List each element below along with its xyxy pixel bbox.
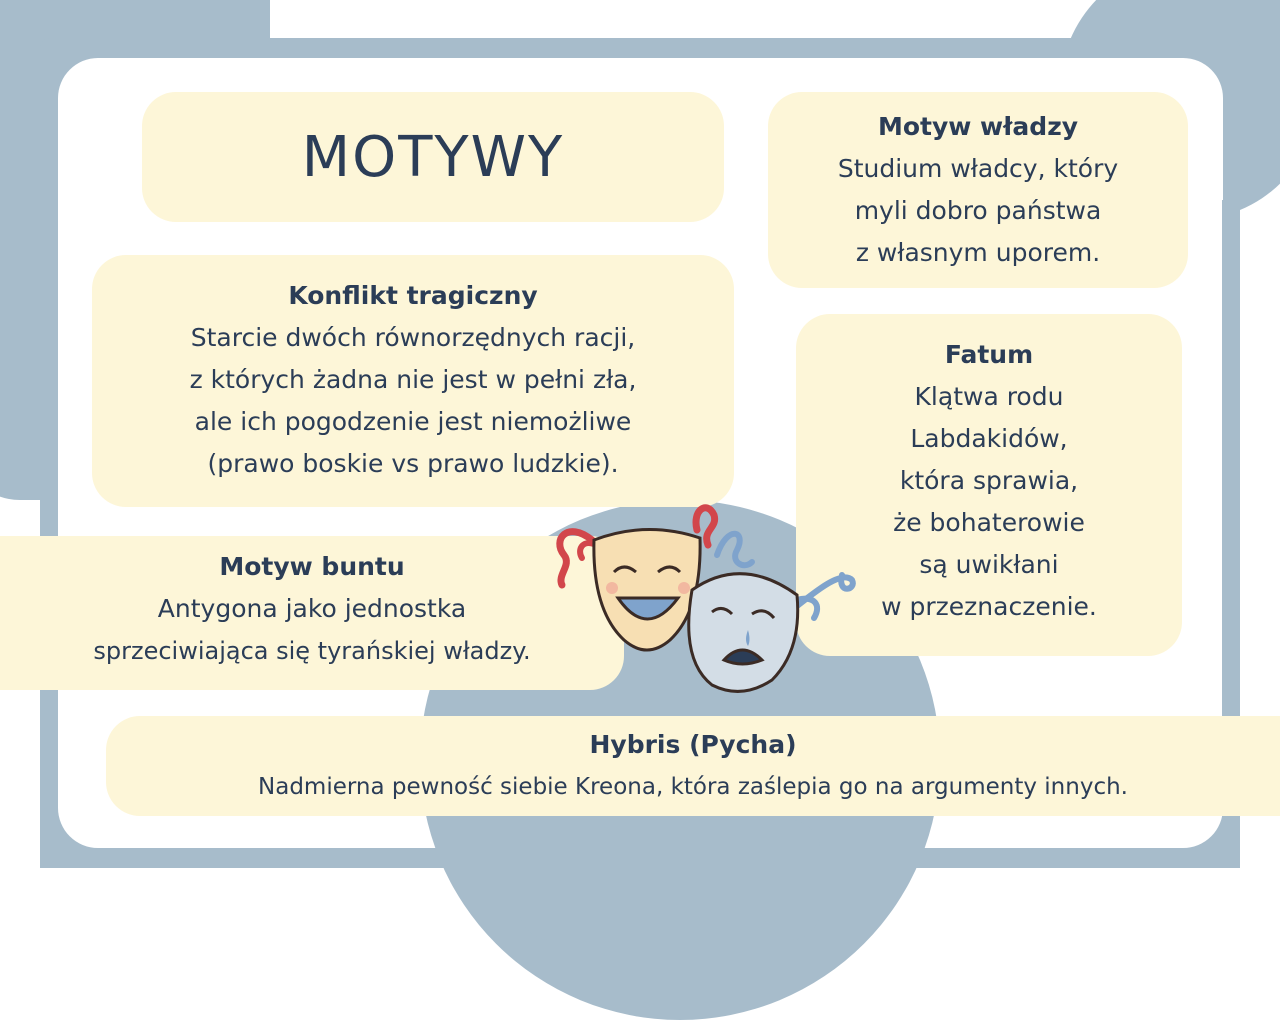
card-heading: Konflikt tragiczny: [288, 281, 538, 310]
card-line: (prawo boskie vs prawo ludzkie).: [207, 449, 619, 478]
card-konflikt-tragiczny: [92, 255, 734, 507]
card-line: sprzeciwiająca się tyrańskiej władzy.: [93, 637, 531, 665]
card-line: że bohaterowie: [893, 508, 1085, 537]
card-line: są uwikłani: [919, 550, 1059, 579]
card-line: Nadmierna pewność siebie Kreona, która zaślepia go na argumenty innych.: [258, 774, 1128, 800]
title-card: [142, 92, 724, 222]
card-line: Labdakidów,: [910, 424, 1068, 453]
card-line: Antygona jako jednostka: [157, 594, 467, 623]
card-heading: Motyw buntu: [219, 552, 405, 581]
card-line: z własnym uporem.: [855, 238, 1101, 267]
page-title: MOTYWY: [301, 124, 565, 190]
card-line: z których żadna nie jest w pełni zła,: [189, 365, 637, 394]
card-line: Starcie dwóch równorzędnych racji,: [190, 323, 636, 352]
card-line: która sprawia,: [899, 466, 1079, 495]
card-heading: Fatum: [944, 340, 1034, 369]
card-line: Studium władcy, który: [837, 154, 1119, 183]
theatre-masks-icon: [552, 500, 862, 700]
card-line: myli dobro państwa: [854, 196, 1102, 225]
card-line: Klątwa rodu: [914, 382, 1064, 411]
card-motyw-buntu: [0, 536, 624, 690]
card-line: ale ich pogodzenie jest niemożliwe: [194, 407, 632, 436]
card-heading: Hybris (Pycha): [589, 730, 797, 759]
card-hybris: [106, 716, 1280, 816]
card-line: w przeznaczenie.: [881, 592, 1097, 621]
card-heading: Motyw władzy: [877, 112, 1079, 141]
card-motyw-wladzy: [768, 92, 1188, 288]
